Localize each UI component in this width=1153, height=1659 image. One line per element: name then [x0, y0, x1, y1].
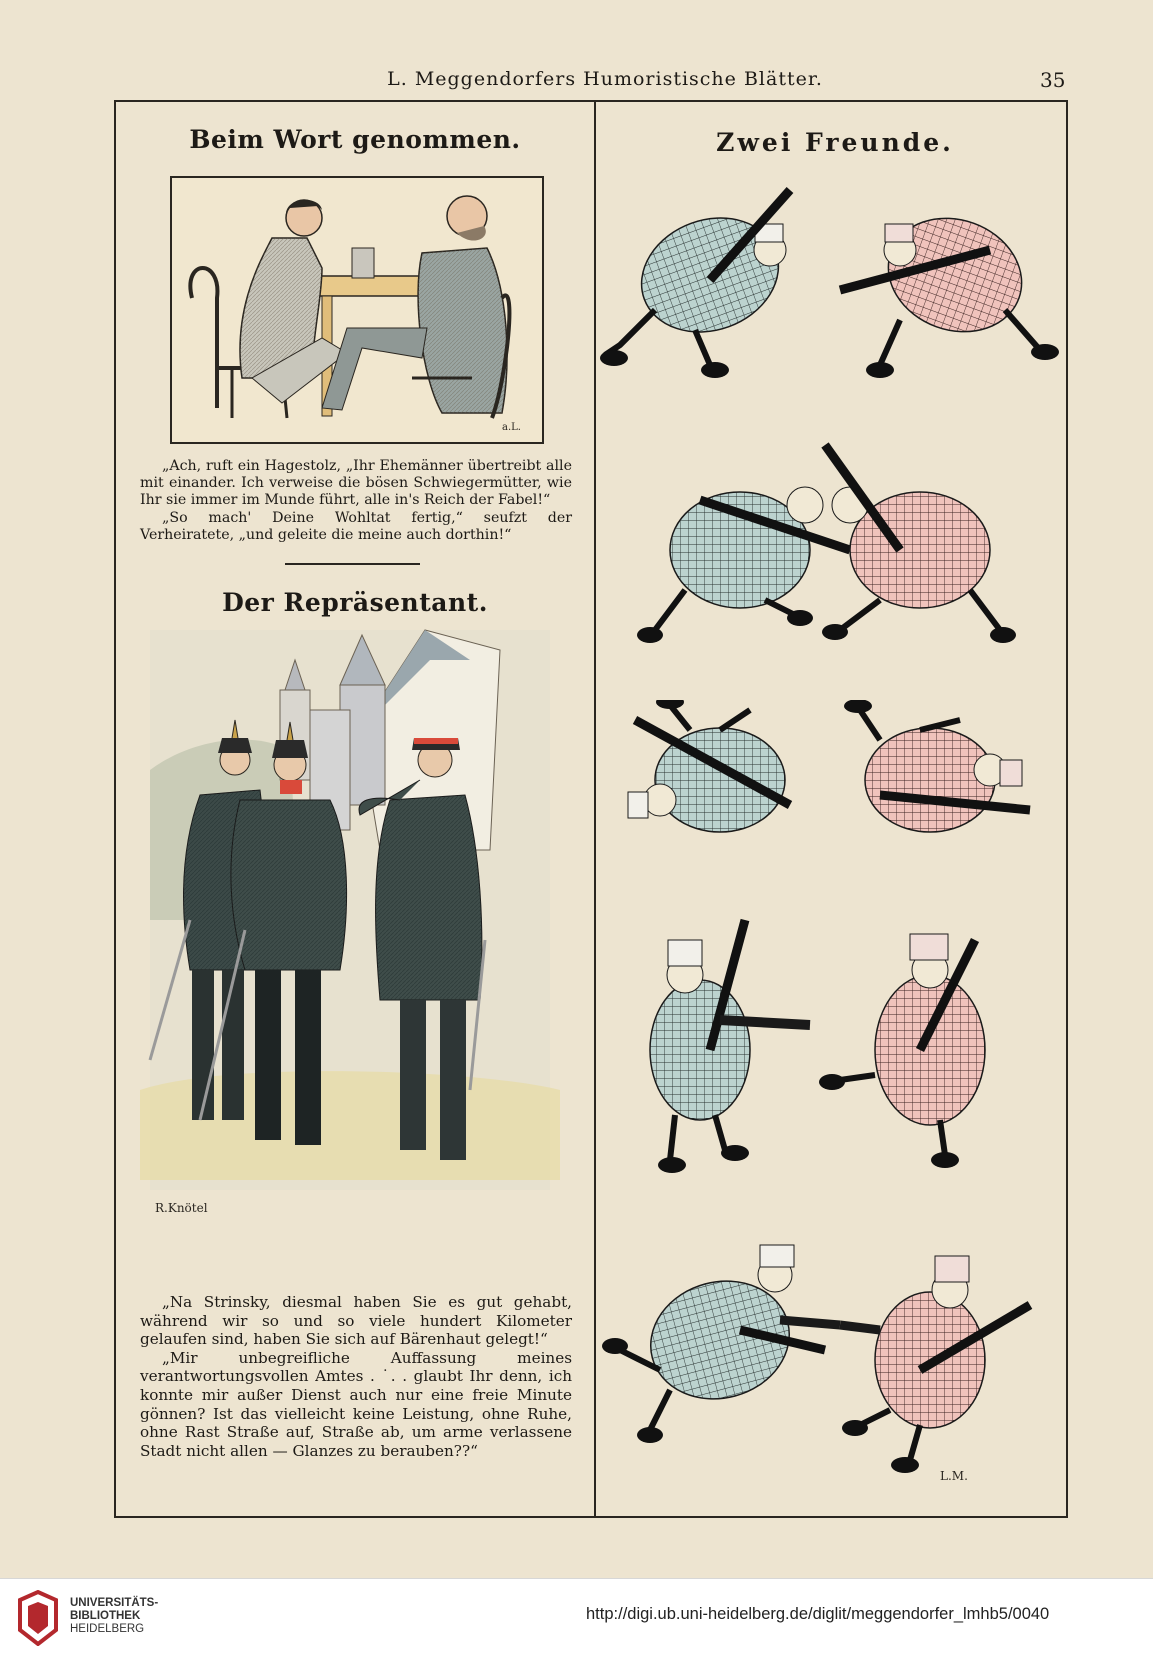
- article2-paragraph-1: „Na Strinsky, diesmal haben Sie es gut gehabt, während wir so und so viele hundert Kilometer gelaufen sind, haben Sie sich auf Bärenhaut gelegt!“: [140, 1293, 572, 1349]
- page-number: 35: [1040, 68, 1066, 92]
- article2-text: [140, 1293, 572, 1460]
- permalink-url[interactable]: http://digi.ub.uni-heidelberg.de/diglit/meggendorfer_lmhb5/0040: [586, 1605, 1050, 1623]
- illustrator-signature: R.Knötel: [155, 1201, 208, 1215]
- strip-panel-1: [600, 180, 1068, 395]
- article2-title: Der Repräsentant.: [222, 588, 488, 617]
- article1-paragraph-1: „Ach, ruft ein Hagestolz, „Ihr Ehemänner übertreibt alle mit einander. Ich verweise die bösen Schwiegermütter, wie Ihr sie immer im Munde führt, alle in's Reich der Fabel!“: [140, 458, 572, 509]
- strip-title: Zwei Freunde.: [716, 128, 954, 157]
- article1-text: [140, 458, 572, 544]
- library-name[interactable]: [70, 1597, 158, 1636]
- library-name-line-3: HEIDELBERG: [70, 1623, 145, 1635]
- strip-panel-3: [600, 700, 1068, 870]
- cafe-illustration: [170, 176, 544, 444]
- strip-panel-4: [600, 910, 1068, 1180]
- strip-panel-5: [600, 1220, 1068, 1490]
- article1-title: Beim Wort genommen.: [189, 125, 521, 154]
- soldiers-illustration: [130, 620, 570, 1260]
- article2-paragraph-2: „Mir unbegreifliche Auffassung meines verantwortungsvollen Amtes . ˙. . glaubt Ihr denn, ich konnte mir außer Dienst auch nur eine freie Minute gönnen? Ist das vielleicht keine Leistung, ohne Ruhe, ohne Rast Straße auf, Straße ab, um arme verlassene Stadt nicht allen — Glanzes zu berauben??“: [140, 1348, 572, 1460]
- article1-paragraph-2: „So mach' Deine Wohltat fertig,“ seufzt der Verheiratete, „und geleite die meine auch dorthin!“: [140, 509, 572, 543]
- strip-panel-2: [600, 440, 1068, 655]
- library-name-line-1: UNIVERSITÄTS-: [70, 1597, 159, 1609]
- running-title: L. Meggendorfers Humoristische Blätter.: [387, 68, 823, 90]
- library-name-line-2: BIBLIOTHEK: [70, 1610, 141, 1622]
- column-divider: [594, 100, 596, 1518]
- illustrator-mark: a.L.: [502, 422, 521, 433]
- section-rule: [285, 563, 420, 565]
- strip-monogram: L.M.: [940, 1469, 968, 1483]
- library-logo-icon[interactable]: [14, 1590, 62, 1646]
